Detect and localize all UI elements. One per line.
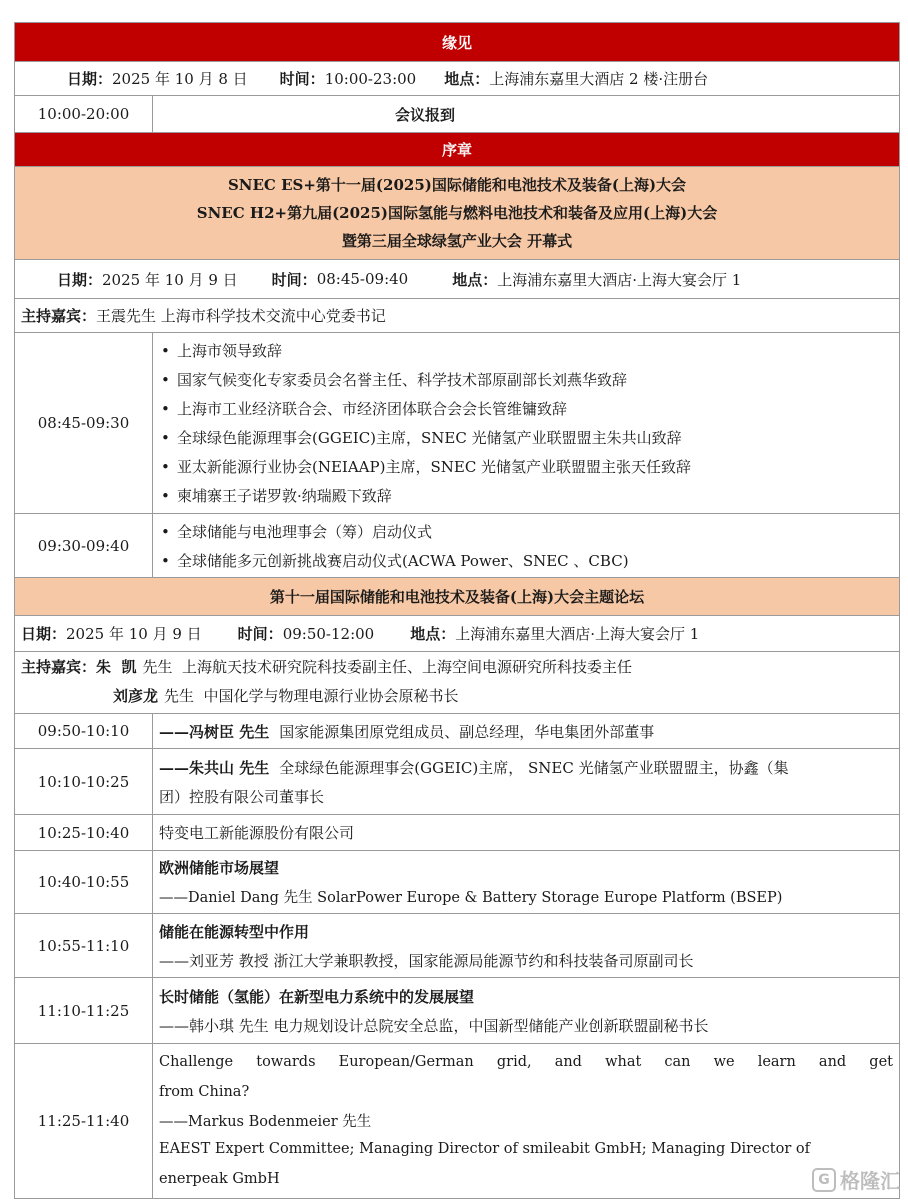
host-name: 朱 凯 xyxy=(96,658,137,676)
conference-line-1: SNEC ES+第十一届(2025)国际储能和电池技术及装备(上海)大会 xyxy=(227,176,687,194)
forum-agenda-row xyxy=(14,714,900,749)
agenda-time: 11:25-11:40 xyxy=(15,1044,153,1198)
list-item: • 全球绿色能源理事会(GGEIC)主席，SNEC 光储氢产业联盟盟主朱共山致辞 xyxy=(161,428,682,447)
speaker-desc: 国家能源集团原党组成员、副总经理，华电集团外部董事 xyxy=(279,722,655,741)
time-value: 09:50-12:00 xyxy=(282,624,375,643)
place-value: 上海浦东嘉里大酒店·上海大宴会厅 1 xyxy=(455,625,700,643)
section-title: 序章 xyxy=(441,141,472,159)
time-value: 10:00-23:00 xyxy=(324,69,417,88)
agenda-document xyxy=(14,22,900,1199)
place-label: 地点： xyxy=(452,270,498,289)
forum-agenda-row xyxy=(14,815,900,851)
agenda-time: 10:40-10:55 xyxy=(15,851,153,913)
host-desc: 先生 中国化学与物理电源行业协会原秘书长 xyxy=(164,687,459,705)
agenda-time: 10:25-10:40 xyxy=(15,815,153,850)
speaker-line: ——Markus Bodenmeier 先生 xyxy=(159,1114,372,1130)
agenda-text: 特变电工新能源股份有限公司 xyxy=(159,824,355,842)
agenda-item: 会议报到 xyxy=(395,105,456,124)
bullet-list xyxy=(153,514,899,577)
time-label: 时间： xyxy=(237,625,283,643)
date-label: 日期： xyxy=(67,70,113,88)
list-item: • 全球储能多元创新挑战赛启动仪式(ACWA Power、SNEC 、CBC) xyxy=(161,551,629,570)
date-label: 日期： xyxy=(21,625,67,643)
preface-block-1 xyxy=(14,333,900,514)
speaker-line: ——Daniel Dang 先生 SolarPower Europe & Battery Storage Europe Platform (BSEP) xyxy=(159,890,783,906)
meet-agenda-row xyxy=(14,96,900,133)
watermark-text: 格隆汇 xyxy=(840,1169,900,1193)
list-item: • 全球储能与电池理事会（筹）启动仪式 xyxy=(161,522,433,541)
preface-conference-title xyxy=(14,167,900,260)
forum-header xyxy=(14,578,900,616)
agenda-time: 10:10-10:25 xyxy=(15,749,153,814)
speaker-name: ——冯树臣 先生 xyxy=(159,722,270,741)
forum-agenda-row xyxy=(14,749,900,815)
agenda-time: 11:10-11:25 xyxy=(15,978,153,1043)
host-label: 主持嘉宾： xyxy=(21,658,97,676)
forum-agenda-row xyxy=(14,978,900,1044)
host-line-1 xyxy=(21,652,899,681)
list-item: • 柬埔寨王子诺罗敦·纳瑞殿下致辞 xyxy=(161,486,392,505)
preface-host-row xyxy=(14,299,900,333)
g-logo-icon: G xyxy=(812,1168,836,1192)
agenda-time: 09:50-10:10 xyxy=(15,714,153,748)
forum-meta-row xyxy=(14,616,900,652)
talk-title-cont: from China? xyxy=(159,1083,250,1100)
watermark xyxy=(812,1165,900,1194)
forum-agenda-row xyxy=(14,1044,900,1199)
list-item: • 国家气候变化专家委员会名誉主任、科学技术部原副部长刘燕华致辞 xyxy=(161,370,628,389)
forum-host-row xyxy=(14,652,900,714)
date-value: 2025 年 10 月 9 日 xyxy=(102,270,238,289)
talk-title: Challenge towards European/German grid, and what can we learn and get xyxy=(159,1054,893,1070)
preface-meta-row xyxy=(14,260,900,299)
speaker-line: ——韩小琪 先生 电力规划设计总院安全总监，中国新型储能产业创新联盟副秘书长 xyxy=(159,1017,709,1035)
agenda-time: 10:00-20:00 xyxy=(15,96,153,132)
time-label: 时间： xyxy=(271,270,317,289)
host-name: 刘彦龙 xyxy=(113,687,159,705)
speaker-desc-cont: 团）控股有限公司董事长 xyxy=(159,788,325,806)
speaker-desc: 全球绿色能源理事会(GGEIC)主席， SNEC 光储氢产业联盟盟主，协鑫（集 xyxy=(279,759,789,777)
place-value: 上海浦东嘉里大酒店·上海大宴会厅 1 xyxy=(497,270,742,289)
bullet-list xyxy=(153,333,899,513)
speaker-desc: EAEST Expert Committee; Managing Director of smileabit GmbH; Managing Director of xyxy=(159,1141,810,1157)
place-value: 上海浦东嘉里大酒店 2 楼·注册台 xyxy=(489,70,709,88)
agenda-time: 08:45-09:30 xyxy=(15,333,153,513)
conference-line-2: SNEC H2+第九届(2025)国际氢能与燃料电池技术和装备及应用(上海)大会 xyxy=(196,204,718,222)
meet-meta-row xyxy=(14,62,900,96)
time-value: 08:45-09:40 xyxy=(316,270,409,288)
speaker-desc-cont: enerpeak GmbH xyxy=(159,1170,280,1187)
place-label: 地点： xyxy=(410,625,456,643)
list-item: • 亚太新能源行业协会(NEIAAP)主席，SNEC 光储氢产业联盟盟主张天任致辞 xyxy=(161,457,692,476)
date-label: 日期： xyxy=(57,270,103,289)
date-value: 2025 年 10 月 8 日 xyxy=(112,70,248,88)
speaker-line: ——刘亚芳 教授 浙江大学兼职教授，国家能源局能源节约和科技装备司原副司长 xyxy=(159,952,694,970)
topic-title: 长时储能（氢能）在新型电力系统中的发展展望 xyxy=(159,988,475,1006)
host-line-2 xyxy=(21,681,899,710)
time-label: 时间： xyxy=(279,70,325,88)
date-value: 2025 年 10 月 9 日 xyxy=(66,625,202,643)
section-title: 缘见 xyxy=(441,33,472,52)
preface-block-2 xyxy=(14,514,900,578)
section-header-meet xyxy=(14,22,900,62)
section-header-preface xyxy=(14,133,900,167)
topic-title: 欧洲储能市场展望 xyxy=(159,859,280,877)
forum-title: 第十一届国际储能和电池技术及装备(上海)大会主题论坛 xyxy=(269,588,645,606)
agenda-time: 09:30-09:40 xyxy=(15,514,153,577)
list-item: • 上海市领导致辞 xyxy=(161,341,283,360)
speaker-name: ——朱共山 先生 xyxy=(159,759,270,777)
list-item: • 上海市工业经济联合会、市经济团体联合会会长管维镛致辞 xyxy=(161,399,568,418)
host-value: 王震先生 上海市科学技术交流中心党委书记 xyxy=(96,307,386,325)
conference-line-3: 暨第三届全球绿氢产业大会 开幕式 xyxy=(341,232,573,250)
place-label: 地点： xyxy=(444,70,490,88)
topic-title: 储能在能源转型中作用 xyxy=(159,923,310,941)
agenda-time: 10:55-11:10 xyxy=(15,914,153,977)
forum-agenda-row xyxy=(14,851,900,914)
forum-agenda-row xyxy=(14,914,900,978)
host-label: 主持嘉宾： xyxy=(21,307,97,325)
host-desc: 先生 上海航天技术研究院科技委副主任、上海空间电源研究所科技委主任 xyxy=(142,658,633,676)
